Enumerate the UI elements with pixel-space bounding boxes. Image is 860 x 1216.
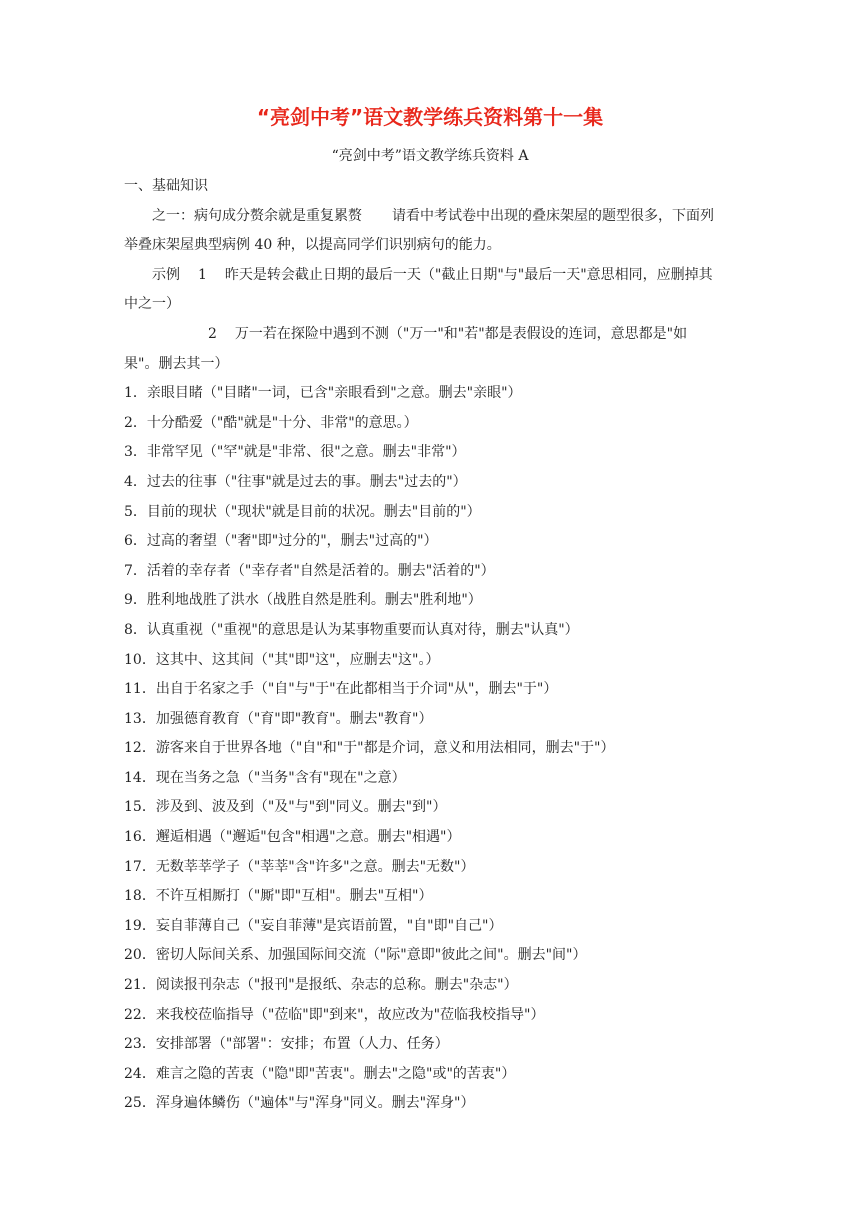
list-item: 14．现在当务之急（"当务"含有"现在"之意）	[124, 769, 406, 786]
list-item: 11．出自于名家之手（"自"与"于"在此都相当于介词"从"，删去"于"）	[124, 681, 558, 698]
item-list	[124, 379, 716, 1119]
document-title: “亮剑中考”语文教学练兵资料第十一集	[256, 105, 604, 129]
list-item: 1．亲眼目睹（"目睹"一词，已含"亲眼看到"之意。删去"亲眼"）	[124, 385, 522, 402]
list-item: 10．这其中、这其间（"其"即"这"，应删去"这"。）	[124, 651, 440, 668]
example-2	[124, 320, 716, 379]
list-item: 4．过去的往事（"往事"就是过去的事。删去"过去的"）	[124, 473, 467, 490]
list-item: 12．游客来自于世界各地（"自"和"于"都是介词，意义和用法相同，删去"于"）	[124, 740, 615, 757]
example-1	[124, 261, 716, 320]
list-item: 25．浑身遍体鳞伤（"遍体"与"浑身"同义。删去"浑身"）	[124, 1095, 475, 1112]
list-item: 24．难言之隐的苦衷（"隐"即"苦衷"。删去"之隐"或"的苦衷"）	[124, 1065, 516, 1082]
list-item: 16．邂逅相遇（"邂逅"包含"相遇"之意。删去"相遇"）	[124, 829, 461, 846]
list-item: 18．不许互相厮打（"厮"即"互相"。删去"互相"）	[124, 888, 433, 905]
list-item: 19．妄自菲薄自己（"妄自菲薄"是宾语前置，"自"即"自己"）	[124, 917, 503, 934]
list-item: 20．密切人际间关系、加强国际间交流（"际"意即"彼此之间"。删去"间"）	[124, 947, 587, 964]
example-1-text: 昨天是转会截止日期的最后一天（"截止日期"与"最后一天"意思相同，应删掉其中之一）	[124, 266, 713, 313]
list-item: 5．目前的现状（"现状"就是目前的状况。删去"目前的"）	[124, 503, 481, 520]
document-body	[124, 172, 716, 1119]
list-item: 8．认真重视（"重视"的意思是认为某事物重要而认真对待，删去"认真"）	[124, 621, 579, 638]
list-item: 23．安排部署（"部署"：安排；布置（人力、任务）	[124, 1036, 449, 1053]
list-item: 7．活着的幸存者（"幸存者"自然是活着的。删去"活着的"）	[124, 562, 495, 579]
list-item: 2．十分酷爱（"酷"就是"十分、非常"的意思。）	[124, 414, 418, 431]
list-item: 6．过高的奢望（"奢"即"过分的"，删去"过高的"）	[124, 533, 438, 550]
list-item: 21．阅读报刊杂志（"报刊"是报纸、杂志的总称。删去"杂志"）	[124, 977, 518, 994]
intro-paragraph	[124, 202, 716, 261]
intro-label: 之一：病句成分赘余就是重复累赘	[152, 207, 362, 224]
example-2-number: 2	[208, 325, 217, 342]
list-item: 15．涉及到、波及到（"及"与"到"同义。删去"到"）	[124, 799, 447, 816]
section-heading: 一、基础知识	[124, 178, 208, 194]
list-item: 3．非常罕见（"罕"就是"非常、很"之意。删去"非常"）	[124, 444, 466, 461]
list-item: 17．无数莘莘学子（"莘莘"含"许多"之意。删去"无数"）	[124, 858, 475, 875]
list-item: 22．来我校莅临指导（"莅临"即"到来"，故应改为"莅临我校指导"）	[124, 1006, 545, 1023]
example-2-text: 万一若在探险中遇到不测（"万一"和"若"都是表假设的连词，意思都是"如果"。删去其一）	[124, 325, 688, 372]
example-1-number: 1	[198, 266, 207, 283]
document-subtitle: “亮剑中考”语文教学练兵资料 A	[331, 148, 529, 164]
example-label: 示例	[152, 266, 180, 283]
list-item: 9．胜利地战胜了洪水（战胜自然是胜利。删去"胜利地"）	[124, 592, 482, 609]
list-item: 13．加强德育教育（"育"即"教育"。删去"教育"）	[124, 710, 433, 727]
intro-text: 请看中考试卷中出现的叠床架屋的题型很多，下面列举叠床架屋典型病例 40 种，以提高同学们识别病句的能力。	[124, 207, 714, 254]
